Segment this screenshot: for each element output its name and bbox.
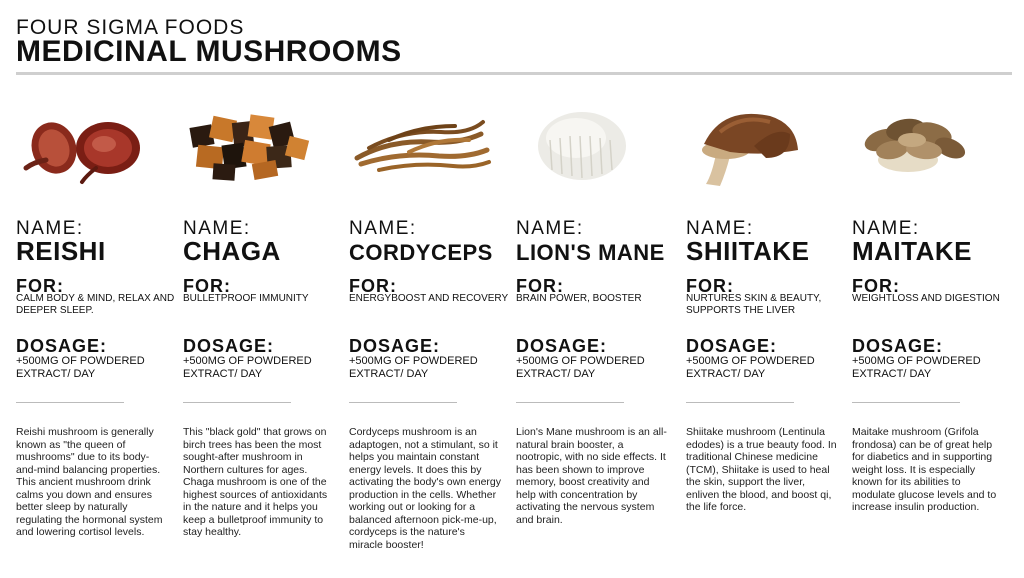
mushroom-description: Shiitake mushroom (Lentinula edodes) is a true beauty food. In traditional Chinese medicine (TCM), Shiitake is used to heal the skin, support the liver, enliven the blood, and boost qi, the life force. xyxy=(686,426,837,513)
mushroom-name: MAITAKE xyxy=(852,236,973,266)
for-label: FOR: xyxy=(686,276,734,296)
mushroom-description: Cordyceps mushroom is an adaptogen, not a stimulant, so it helps you maintain constant energy levels. It does this by activating the body's own energy production in the cells. Whether working out or looking for a balanced afternoon pick-me-up, cordyceps is the nature's miracle booster! xyxy=(349,426,502,551)
for-text: NURTURES SKIN & BEAUTY, SUPPORTS THE LIVER xyxy=(686,293,822,316)
mushroom-name: SHIITAKE xyxy=(686,236,810,266)
mushroom-description: Maitake mushroom (Grifola frondosa) can be of great help for diabetics and in supporting weight loss. It is especially known for its abilities to modulate glucose levels and to increase insulin production. xyxy=(852,426,997,513)
dosage-label: DOSAGE: xyxy=(349,336,441,356)
maitake-mushroom-image xyxy=(852,100,1002,190)
dosage-label: DOSAGE: xyxy=(516,336,608,356)
section-divider xyxy=(16,402,124,403)
for-text: BRAIN POWER, BOOSTER xyxy=(516,293,642,304)
for-label: FOR: xyxy=(16,276,64,296)
reishi-mushroom-image xyxy=(16,100,166,190)
dosage-label: DOSAGE: xyxy=(852,336,944,356)
dosage-text: +500MG OF POWDERED EXTRACT/ DAY xyxy=(183,355,312,380)
section-divider xyxy=(516,402,624,403)
dosage-label: DOSAGE: xyxy=(183,336,275,356)
name-label: NAME: xyxy=(852,218,920,239)
mushroom-description: This "black gold" that grows on birch trees has been the most sought-after mushroom in Northern cultures for ages. Chaga mushroom is one of the highest sources of antioxidants in the nature and it helps you keep a bulletproof immunity to stay healthy. xyxy=(183,426,328,538)
section-divider xyxy=(686,402,794,403)
dosage-text: +500MG OF POWDERED EXTRACT/ DAY xyxy=(516,355,645,380)
dosage-label: DOSAGE: xyxy=(16,336,108,356)
cordyceps-mushroom-image xyxy=(349,100,499,190)
for-label: FOR: xyxy=(183,276,231,296)
for-text: ENERGYBOOST AND RECOVERY xyxy=(349,293,509,304)
mushroom-name: CORDYCEPS xyxy=(349,240,493,265)
name-label: NAME: xyxy=(686,218,754,239)
for-text: WEIGHTLOSS AND DIGESTION xyxy=(852,293,1000,304)
dosage-text: +500MG OF POWDERED EXTRACT/ DAY xyxy=(686,355,815,380)
lions-mane-mushroom-image xyxy=(516,100,666,190)
name-label: NAME: xyxy=(183,218,251,239)
dosage-text: +500MG OF POWDERED EXTRACT/ DAY xyxy=(852,355,981,380)
mushroom-description: Reishi mushroom is generally known as "the queen of mushrooms" due to its body-and-mind balancing properties. This ancient mushroom drink calms you down and ensures better sleep by naturally regulating the hormonal system and lowering cortisol levels. xyxy=(16,426,163,538)
title-divider xyxy=(16,72,1012,75)
chaga-mushroom-image xyxy=(183,100,333,190)
section-divider xyxy=(183,402,291,403)
brand-name: FOUR SIGMA FOODS xyxy=(16,16,245,39)
dosage-text: +500MG OF POWDERED EXTRACT/ DAY xyxy=(16,355,145,380)
for-label: FOR: xyxy=(349,276,397,296)
name-label: NAME: xyxy=(349,218,417,239)
dosage-label: DOSAGE: xyxy=(686,336,778,356)
name-label: NAME: xyxy=(16,218,84,239)
dosage-text: +500MG OF POWDERED EXTRACT/ DAY xyxy=(349,355,478,380)
section-divider xyxy=(349,402,457,403)
mushroom-name: REISHI xyxy=(16,236,106,266)
mushroom-description: Lion's Mane mushroom is an all-natural brain booster, a nootropic, with no side effects. It has been shown to improve memory, boost creativity and help with concentration by activating the nervous system and brain. xyxy=(516,426,667,526)
for-text: CALM BODY & MIND, RELAX AND DEEPER SLEEP. xyxy=(16,293,175,316)
for-label: FOR: xyxy=(852,276,900,296)
for-label: FOR: xyxy=(516,276,564,296)
mushroom-name: CHAGA xyxy=(183,236,281,266)
name-label: NAME: xyxy=(516,218,584,239)
section-divider xyxy=(852,402,960,403)
shiitake-mushroom-image xyxy=(686,100,836,190)
for-text: BULLETPROOF IMMUNITY xyxy=(183,293,309,304)
page-title: MEDICINAL MUSHROOMS xyxy=(16,35,402,68)
mushroom-name: LION'S MANE xyxy=(516,240,665,265)
